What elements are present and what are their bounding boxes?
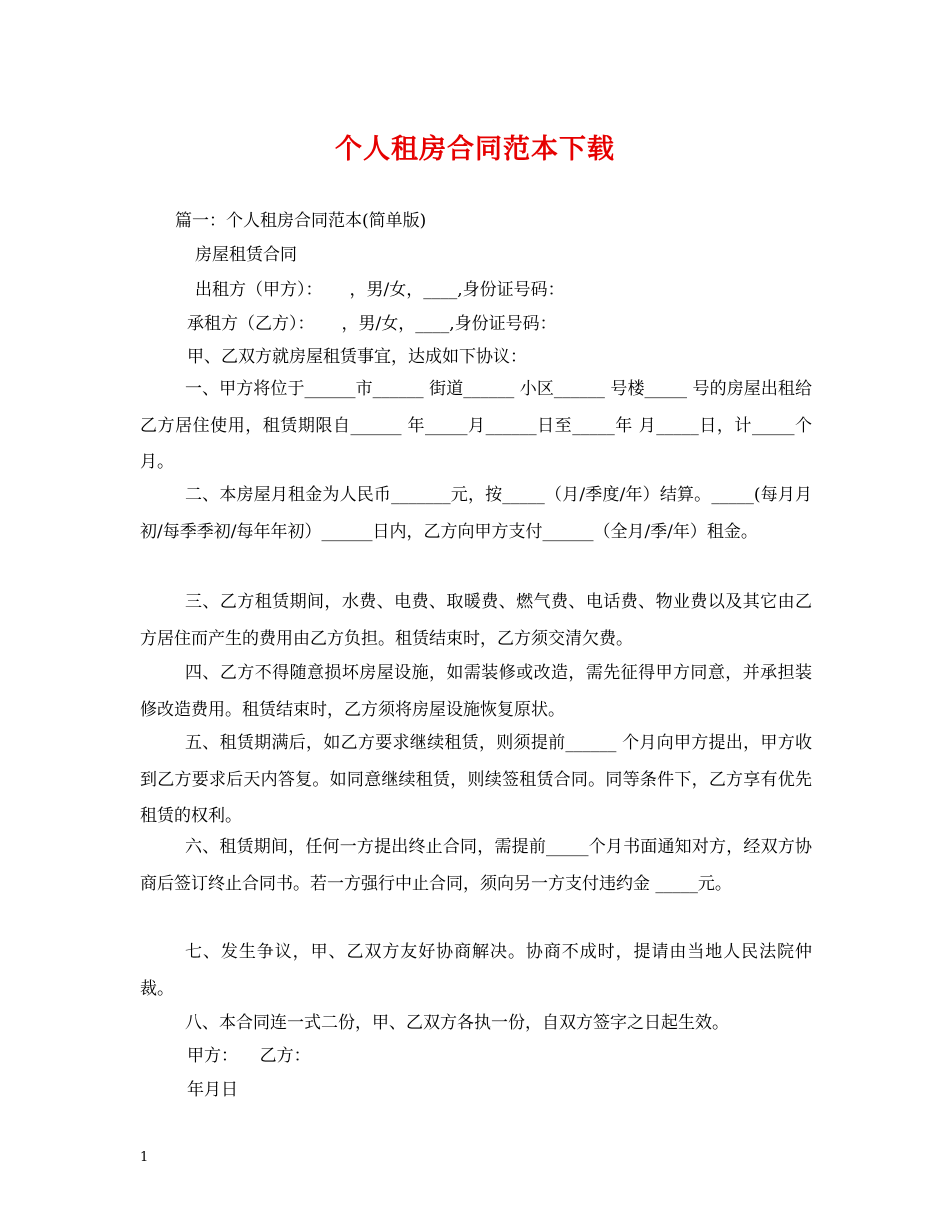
- clause-3: 三、乙方租赁期间，水费、电费、取暖费、燃气费、电话费、物业费以及其它由乙方居住而产生的费用由乙方负担。租赁结束时，乙方须交清欠费。: [140, 592, 812, 649]
- page-number: 1: [140, 1150, 149, 1165]
- date-line: 年月日: [187, 1080, 238, 1100]
- clause-8: 八、本合同连一式二份，甲、乙双方各执一份，自双方签字之日起生效。: [185, 1013, 729, 1033]
- contract-name: 房屋租赁合同: [195, 245, 297, 265]
- clause-5: 五、租赁期满后，如乙方要求继续租赁，则须提前______ 个月向甲方提出，甲方收到乙方要求后天内答复。如同意继续租赁，则续签租赁合同。同等条件下，乙方享有优先租赁的权利。: [140, 733, 812, 826]
- signature-line: 甲方： 乙方：: [187, 1046, 311, 1066]
- section-heading: 篇一：个人租房合同范本(简单版): [175, 211, 427, 231]
- clause-6: 六、租赁期间，任何一方提出终止合同，需提前_____个月书面通知对方，经双方协商后签订终止合同书。若一方强行中止合同，须向另一方支付违约金 _____元。: [140, 837, 812, 894]
- intro-line: 甲、乙双方就房屋租赁事宜，达成如下协议：: [187, 347, 527, 367]
- clause-2: 二、本房屋月租金为人民币_______元，按_____（月/季度/年）结算。_____(每月月初/每季季初/每年年初）______日内，乙方向甲方支付______（全月/季/年）租金。: [140, 485, 812, 542]
- clause-1: 一、甲方将位于______市______ 街道______ 小区______ 号楼_____ 号的房屋出租给乙方居住使用，租赁期限自______ 年_____月______日至_____年 月_____日，计_____个月。: [140, 379, 812, 472]
- document-title: 个人租房合同范本下载: [335, 134, 615, 165]
- clause-7: 七、发生争议，甲、乙双方友好协商解决。协商不成时，提请由当地人民法院仲裁。: [140, 942, 812, 999]
- clause-4: 四、乙方不得随意损坏房屋设施，如需装修或改造，需先征得甲方同意，并承担装修改造费用。租赁结束时，乙方须将房屋设施恢复原状。: [140, 663, 812, 720]
- lessee-line: 承租方（乙方）： ，男/女，____,身份证号码：: [187, 314, 557, 334]
- lessor-line: 出租方（甲方）： ，男/女，____,身份证号码：: [195, 280, 565, 300]
